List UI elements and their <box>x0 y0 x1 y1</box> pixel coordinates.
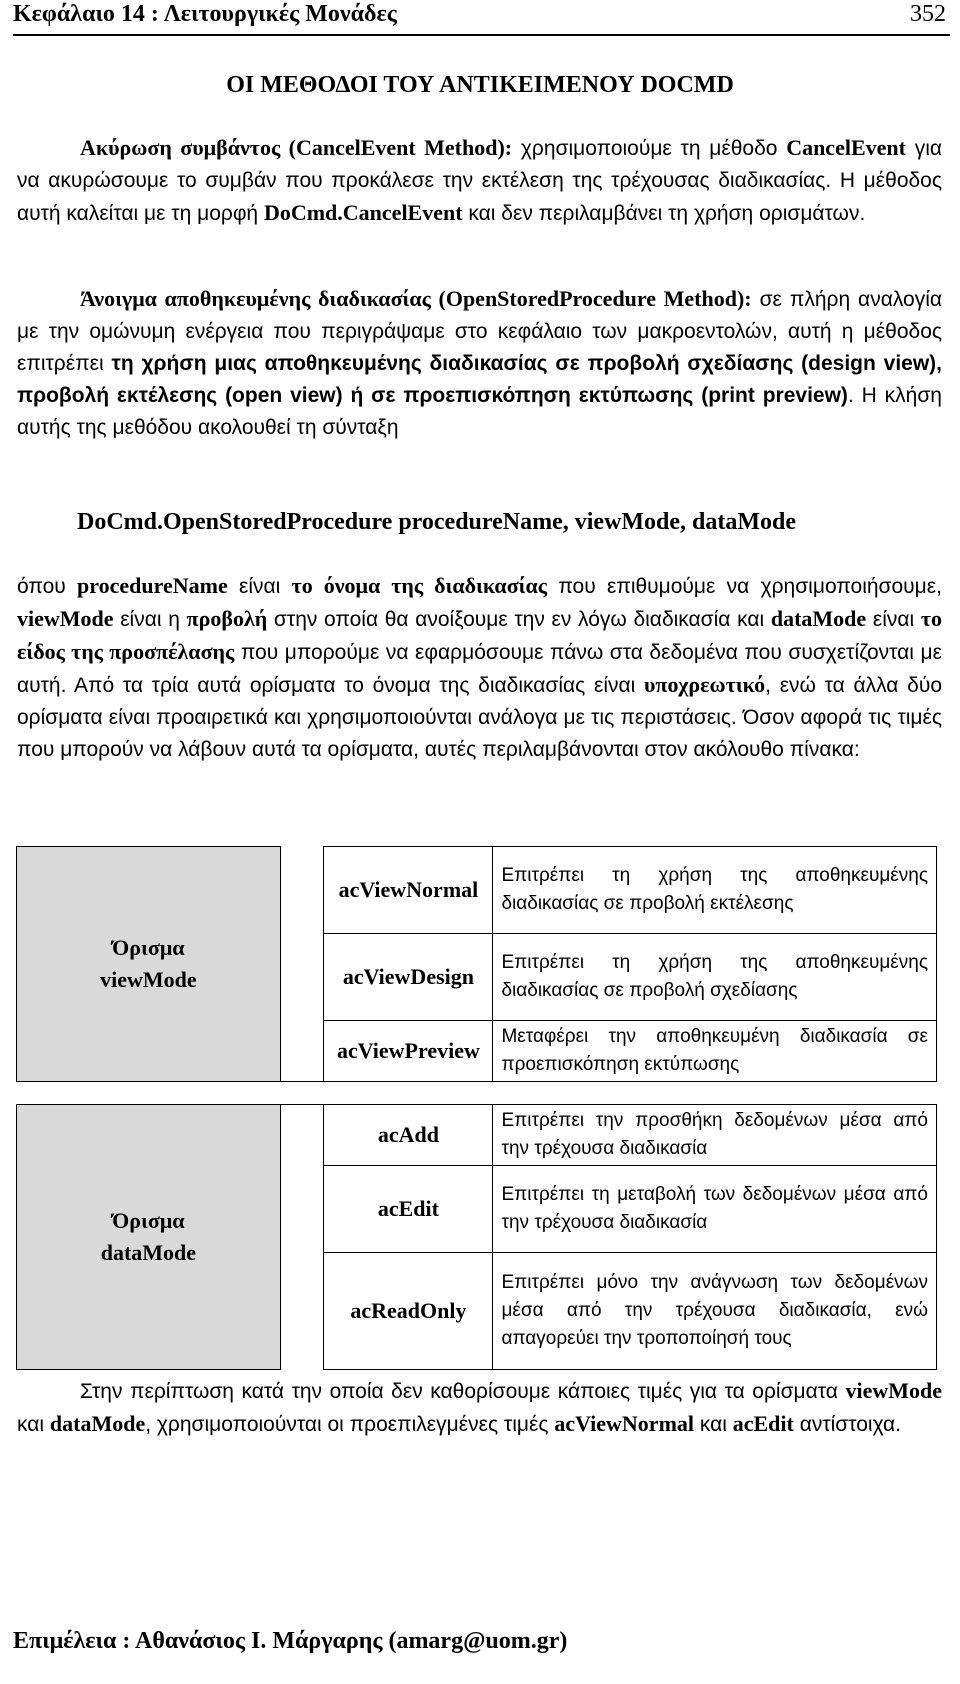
open-stored-paragraph: Άνοιγμα αποθηκευμένης διαδικασίας (OpenStoredProcedure Method): σε πλήρη αναλογία με την ομώνυμη ενέργεια που περιγράψαμε στο κεφάλαιο των μακροεντολών, αυτή η μέθοδος επιτρέπει τη χρήση μιας αποθηκευμένης διαδικασίας σε προβολή σχεδίασης (design view), προβολή εκτέλεσης (open view) ή σε προεπισκόπηση εκτύπωσης (print preview). Η κλήση αυτής της μεθόδου ακολουθεί τη σύνταξη <box>17 286 942 439</box>
datamode-desc: Επιτρέπει την προσθήκη δεδομένων μέσα από την τρέχουσα διαδικασία <box>493 1105 937 1166</box>
section-title: ΟΙ ΜΕΘΟΔΟΙ ΤΟΥ ΑΝΤΙΚΕΙΜΕΝΟΥ DOCMD <box>226 72 734 98</box>
viewmode-desc: Μεταφέρει την αποθηκευμένη διαδικασία σε προεπισκόπηση εκτύπωσης <box>493 1021 937 1082</box>
datamode-value: acReadOnly <box>324 1253 493 1370</box>
page-number: 352 <box>910 1 946 27</box>
datamode-desc: Επιτρέπει μόνο την ανάγνωση των δεδομένων μέσα από την τρέχουσα διαδικασία, ενώ απαγορεύει την τροποποίησή τους <box>493 1253 937 1370</box>
datamode-desc: Επιτρέπει τη μεταβολή των δεδομένων μέσα από την τρέχουσα διαδικασία <box>493 1166 937 1253</box>
arguments-table <box>16 846 937 1370</box>
viewmode-desc: Επιτρέπει τη χρήση της αποθηκευμένης διαδικασίας σε προβολή εκτέλεσης <box>493 847 937 934</box>
table-row <box>17 847 937 934</box>
viewmode-value: acViewDesign <box>324 934 493 1021</box>
explanation-paragraph: όπου procedureName είναι το όνομα της διαδικασίας που επιθυμούμε να χρησιμοποιήσουμε, viewMode είναι η προβολή στην οποία θα ανοίξουμε την εν λόγω διαδικασία και dataMode είναι το είδος της προσπέλασης που μπορούμε να εφαρμόσουμε πάνω στα δεδομένα που συσχετίζονται με αυτή. Από τα τρία αυτά ορίσματα το όνομα της διαδικασίας είναι υποχρεωτικό, ενώ τα άλλα δύο ορίσματα είναι προαιρετικά και χρησιμοποιούνται ανάλογα με τις περιστάσεις. Όσον αφορά τις τιμές που μπορούν να λάβουν αυτά τα ορίσματα, αυτές περιλαμβάνονται στον ακόλουθο πίνακα: <box>17 573 942 761</box>
viewmode-desc: Επιτρέπει τη χρήση της αποθηκευμένης διαδικασίας σε προβολή σχεδίασης <box>493 934 937 1021</box>
cancel-event-heading: Ακύρωση συμβάντος (CancelEvent Method): <box>80 135 513 160</box>
defaults-paragraph: Στην περίπτωση κατά την οποία δεν καθορίσουμε κάποιες τιμές για τα ορίσματα viewMode και dataMode, χρησιμοποιούνται οι προεπιλεγμένες τιμές acViewNormal και acEdit αντίστοιχα. <box>17 1378 942 1436</box>
open-stored-heading: Άνοιγμα αποθηκευμένης διαδικασίας (OpenStoredProcedure Method): <box>80 286 752 311</box>
datamode-value: acAdd <box>324 1105 493 1166</box>
page-header <box>13 0 950 36</box>
cancel-event-paragraph: Ακύρωση συμβάντος (CancelEvent Method): χρησιμοποιούμε τη μέθοδο CancelEvent για να ακυρώσουμε το συμβάν που προκάλεσε την εκτέλεση της τρέχουσας διαδικασίας. Η μέθοδος αυτή καλείται με τη μορφή DoCmd.CancelEvent και δεν περιλαμβάνει τη χρήση ορισμάτων. <box>17 135 943 225</box>
chapter-title: Κεφάλαιο 14 : Λειτουργικές Μονάδες <box>13 1 397 27</box>
viewmode-value: acViewNormal <box>324 847 493 934</box>
viewmode-arg-cell: Όρισμα viewMode <box>17 847 281 1082</box>
viewmode-value: acViewPreview <box>324 1021 493 1082</box>
syntax-line: DoCmd.OpenStoredProcedure procedureName, viewMode, dataMode <box>77 509 797 535</box>
table-row <box>17 1105 937 1166</box>
datamode-value: acEdit <box>324 1166 493 1253</box>
page-footer: Επιμέλεια : Αθανάσιος Ι. Μάργαρης (amarg@uom.gr) <box>13 1628 568 1654</box>
datamode-arg-cell: Όρισμα dataMode <box>17 1105 281 1370</box>
